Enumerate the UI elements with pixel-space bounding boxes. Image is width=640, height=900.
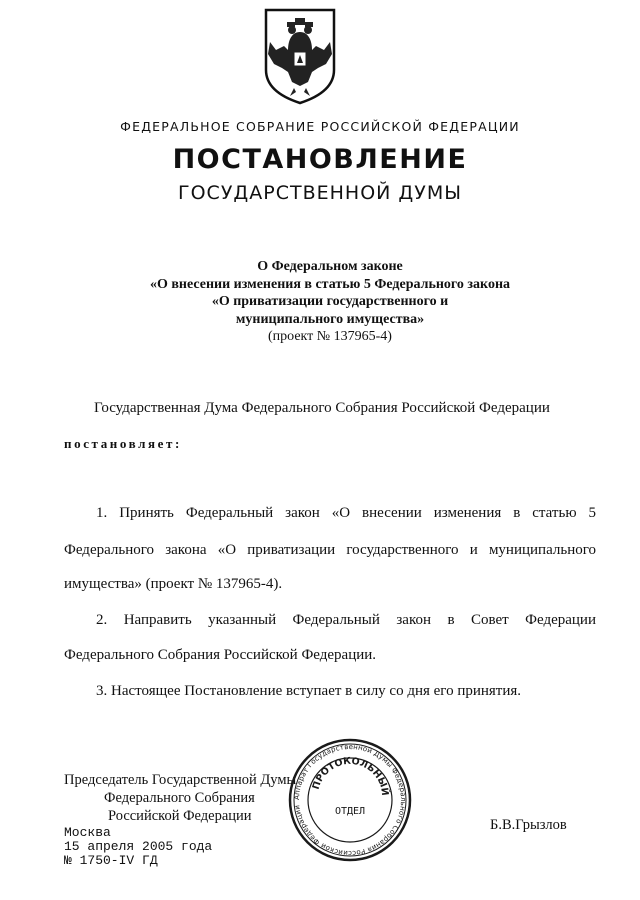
official-stamp bbox=[288, 738, 412, 862]
svg-text:ОТДЕЛ: ОТДЕЛ bbox=[334, 806, 366, 817]
item-2-line-1: 2. Направить указанный Федеральный закон в Совет Федерации bbox=[96, 612, 596, 628]
document-type: ПОСТАНОВЛЕНИЕ bbox=[172, 144, 468, 175]
project-number: (проект № 137965-4) bbox=[268, 329, 392, 344]
place: Москва bbox=[64, 825, 111, 840]
document-number: № 1750-IV ГД bbox=[64, 853, 158, 868]
item-1-line-2: Федерального закона «О приватизации государственного и муниципального bbox=[64, 542, 596, 558]
svg-text:ПРОТОКОЛЬНЫЙ: ПРОТОКОЛЬНЫЙ bbox=[310, 755, 391, 797]
signatory-title-line-2: Федерального Собрания bbox=[104, 790, 255, 806]
item-1-line-1: 1. Принять Федеральный закон «О внесении изменения в статью 5 bbox=[96, 505, 596, 521]
preamble-text: Государственная Дума Федерального Собрания Российской Федерации bbox=[94, 400, 550, 416]
title-line-1: О Федеральном законе bbox=[257, 259, 403, 274]
title-line-2: «О внесении изменения в статью 5 Федерального закона bbox=[149, 276, 511, 292]
svg-text:Аппарат Государственной Думы Ф: Аппарат Государственной Думы Федерального Собрания Российской Федерации bbox=[292, 742, 408, 858]
issuing-body: ГОСУДАРСТВЕННОЙ ДУМЫ bbox=[178, 182, 462, 204]
state-emblem-icon bbox=[262, 6, 338, 106]
organization-name: ФЕДЕРАЛЬНОЕ СОБРАНИЕ РОССИЙСКОЙ ФЕДЕРАЦИИ bbox=[120, 119, 520, 134]
decree-word: постановляет: bbox=[64, 436, 182, 451]
item-3: 3. Настоящее Постановление вступает в силу со дня его принятия. bbox=[96, 683, 522, 699]
signatory-name: Б.В.Грызлов bbox=[490, 817, 567, 833]
date: 15 апреля 2005 года bbox=[64, 839, 213, 854]
title-line-4: муниципального имущества» bbox=[235, 311, 425, 327]
signatory-title-line-1: Председатель Государственной Думы bbox=[64, 772, 297, 788]
item-1-line-3: имущества» (проект № 137965-4). bbox=[64, 576, 283, 592]
document-title bbox=[0, 258, 640, 346]
item-2-line-2: Федерального Собрания Российской Федерации. bbox=[64, 647, 377, 663]
title-line-3: «О приватизации государственного и bbox=[211, 294, 449, 309]
signatory-title-line-3: Российской Федерации bbox=[108, 808, 252, 824]
